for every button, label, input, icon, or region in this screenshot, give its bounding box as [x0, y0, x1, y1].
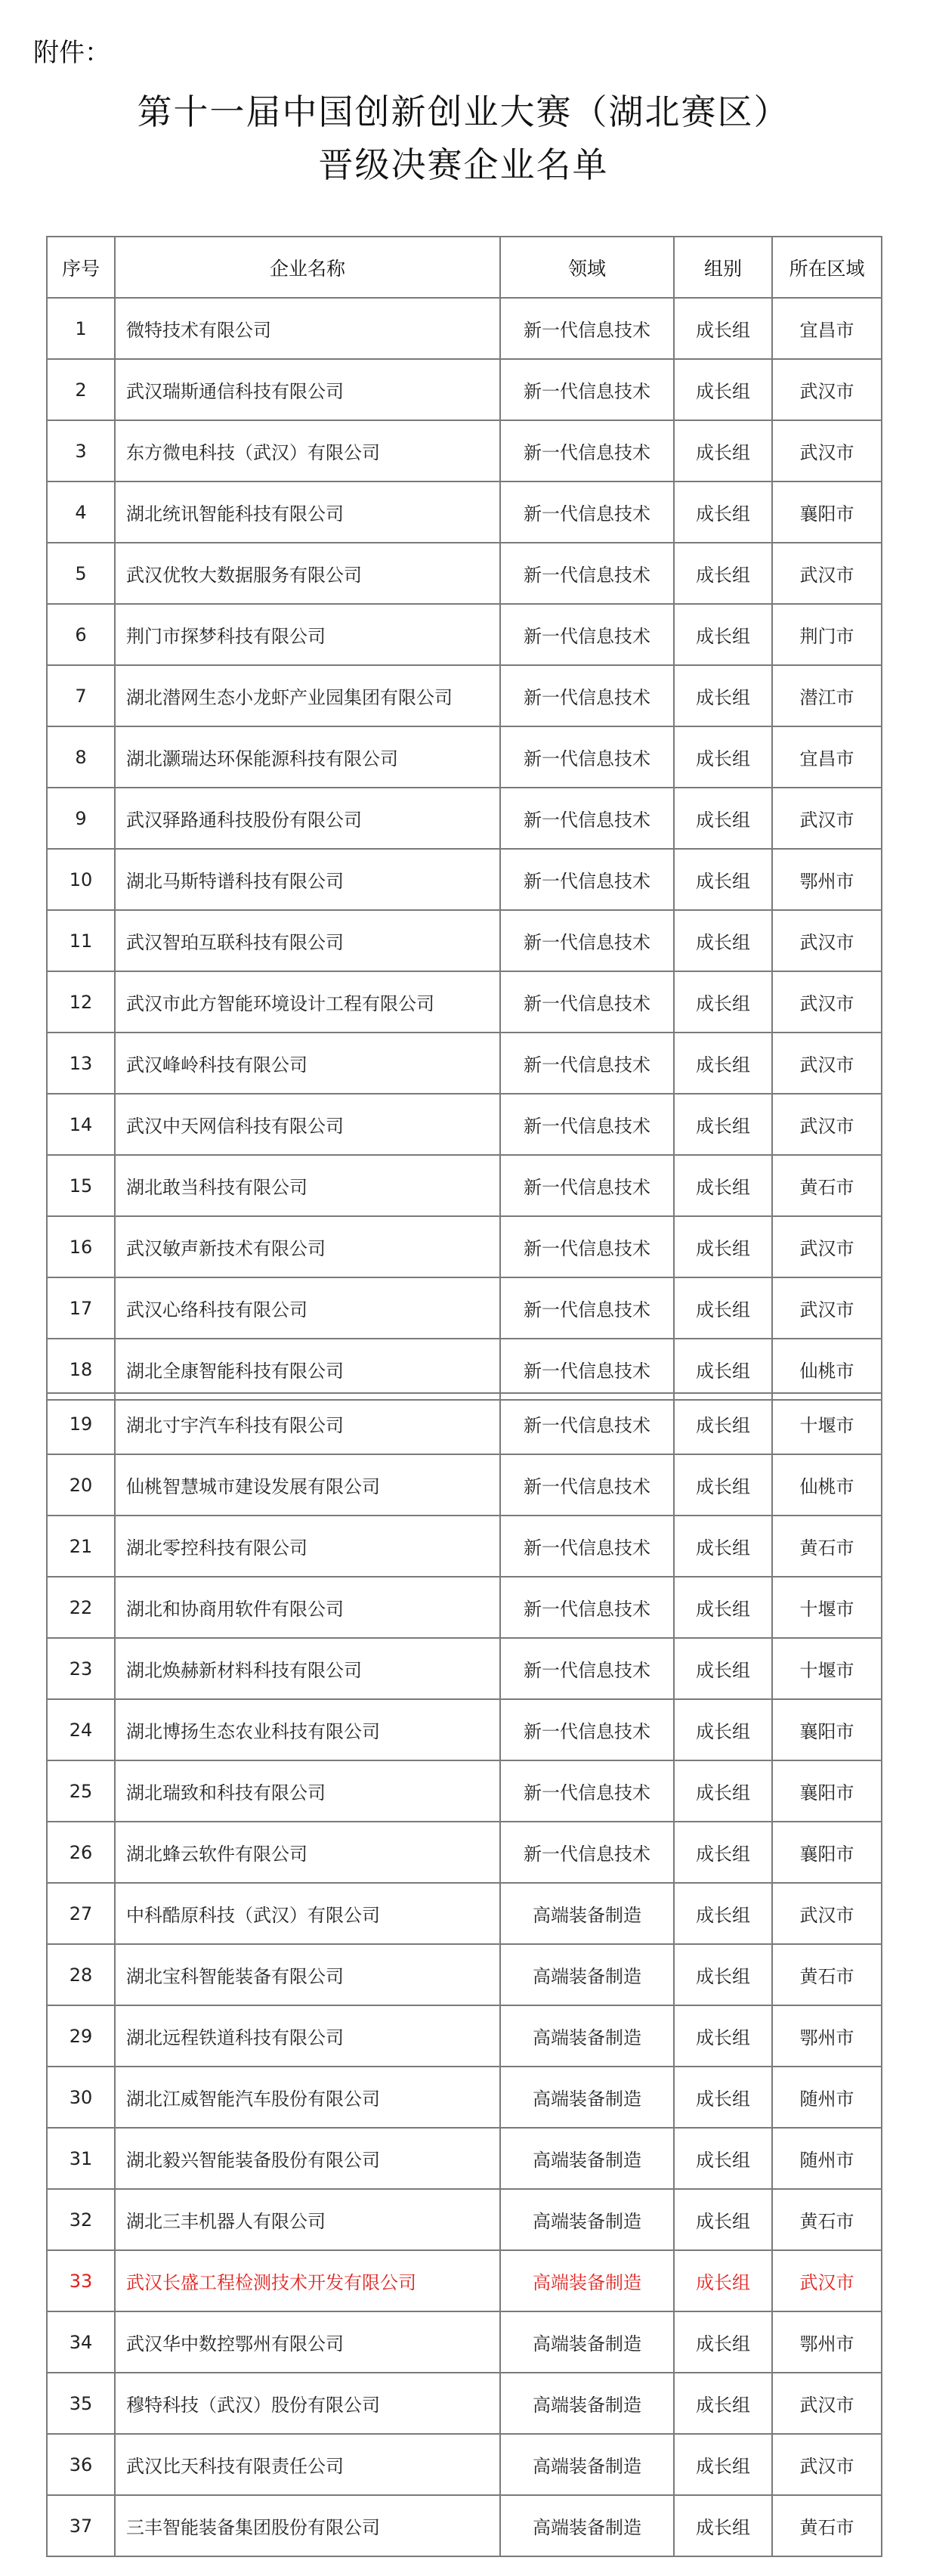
cell-region: 黄石市 [772, 2189, 882, 2250]
table-row [47, 1155, 882, 1216]
table-row [47, 2189, 882, 2250]
cell-field: 高端装备制造 [500, 2128, 674, 2189]
table-row [47, 420, 882, 481]
cell-company-name: 湖北寸宇汽车科技有限公司 [115, 1393, 500, 1454]
cell-field: 高端装备制造 [500, 1883, 674, 1944]
cell-group: 成长组 [674, 420, 772, 481]
cell-index: 36 [47, 2434, 115, 2495]
cell-group: 成长组 [674, 1516, 772, 1577]
table-row [47, 1577, 882, 1638]
cell-field: 新一代信息技术 [500, 1516, 674, 1577]
cell-region: 武汉市 [772, 1277, 882, 1339]
cell-region: 十堰市 [772, 1577, 882, 1638]
cell-index: 28 [47, 1944, 115, 2005]
cell-field: 新一代信息技术 [500, 726, 674, 788]
cell-region: 黄石市 [772, 1516, 882, 1577]
cell-index: 30 [47, 2067, 115, 2128]
cell-company-name: 湖北马斯特谱科技有限公司 [115, 849, 500, 910]
cell-field: 高端装备制造 [500, 1944, 674, 2005]
cell-company-name: 湖北统讯智能科技有限公司 [115, 481, 500, 543]
cell-group: 成长组 [674, 2434, 772, 2495]
cell-group: 成长组 [674, 665, 772, 726]
cell-region: 武汉市 [772, 971, 882, 1033]
cell-company-name: 湖北灏瑞达环保能源科技有限公司 [115, 726, 500, 788]
cell-field: 高端装备制造 [500, 2495, 674, 2556]
cell-field: 新一代信息技术 [500, 1216, 674, 1277]
table-row [47, 1339, 882, 1400]
col-header-index: 序号 [47, 237, 115, 298]
cell-group: 成长组 [674, 1155, 772, 1216]
cell-field: 新一代信息技术 [500, 1393, 674, 1454]
table-row [47, 1516, 882, 1577]
cell-company-name: 荆门市探梦科技有限公司 [115, 604, 500, 665]
cell-company-name: 武汉市此方智能环境设计工程有限公司 [115, 971, 500, 1033]
cell-group: 成长组 [674, 604, 772, 665]
cell-region: 宜昌市 [772, 726, 882, 788]
cell-company-name: 武汉中天网信科技有限公司 [115, 1094, 500, 1155]
cell-group: 成长组 [674, 849, 772, 910]
cell-region: 武汉市 [772, 420, 882, 481]
cell-company-name: 武汉比天科技有限责任公司 [115, 2434, 500, 2495]
cell-company-name: 武汉驿路通科技股份有限公司 [115, 788, 500, 849]
table-row [47, 1033, 882, 1094]
cell-group: 成长组 [674, 1393, 772, 1454]
company-table-page1 [46, 236, 882, 1401]
cell-region: 鄂州市 [772, 2005, 882, 2067]
cell-group: 成长组 [674, 1454, 772, 1516]
cell-group: 成长组 [674, 2005, 772, 2067]
table-row [47, 1454, 882, 1516]
cell-field: 新一代信息技术 [500, 849, 674, 910]
cell-region: 武汉市 [772, 1033, 882, 1094]
cell-region: 宜昌市 [772, 298, 882, 359]
table-row [47, 910, 882, 971]
cell-field: 新一代信息技术 [500, 359, 674, 420]
cell-index: 17 [47, 1277, 115, 1339]
cell-group: 成长组 [674, 2495, 772, 2556]
cell-company-name: 湖北焕赫新材料科技有限公司 [115, 1638, 500, 1699]
cell-region: 武汉市 [772, 1216, 882, 1277]
cell-index: 27 [47, 1883, 115, 1944]
cell-index: 11 [47, 910, 115, 971]
cell-region: 武汉市 [772, 2250, 882, 2311]
table-row [47, 2005, 882, 2067]
cell-field: 高端装备制造 [500, 2373, 674, 2434]
cell-field: 高端装备制造 [500, 2189, 674, 2250]
table-row [47, 604, 882, 665]
cell-group: 成长组 [674, 1033, 772, 1094]
cell-company-name: 武汉华中数控鄂州有限公司 [115, 2311, 500, 2373]
cell-company-name: 湖北零控科技有限公司 [115, 1516, 500, 1577]
page-title: 第十一届中国创新创业大赛（湖北赛区） [137, 91, 790, 132]
cell-index: 10 [47, 849, 115, 910]
cell-group: 成长组 [674, 1699, 772, 1760]
cell-region: 襄阳市 [772, 1699, 882, 1760]
cell-index: 16 [47, 1216, 115, 1277]
cell-group: 成长组 [674, 2311, 772, 2373]
cell-field: 新一代信息技术 [500, 1760, 674, 1822]
cell-company-name: 湖北敢当科技有限公司 [115, 1155, 500, 1216]
cell-field: 新一代信息技术 [500, 1155, 674, 1216]
cell-field: 新一代信息技术 [500, 298, 674, 359]
cell-field: 新一代信息技术 [500, 665, 674, 726]
cell-index: 37 [47, 2495, 115, 2556]
cell-index: 26 [47, 1822, 115, 1883]
cell-group: 成长组 [674, 1577, 772, 1638]
cell-group: 成长组 [674, 1760, 772, 1822]
cell-company-name: 武汉敏声新技术有限公司 [115, 1216, 500, 1277]
cell-group: 成长组 [674, 2128, 772, 2189]
cell-group: 成长组 [674, 1944, 772, 2005]
table-row [47, 665, 882, 726]
table-row [47, 2373, 882, 2434]
cell-group: 成长组 [674, 971, 772, 1033]
cell-index: 15 [47, 1155, 115, 1216]
cell-field: 新一代信息技术 [500, 1454, 674, 1516]
attachment-label: 附件： [33, 38, 110, 68]
cell-region: 黄石市 [772, 2495, 882, 2556]
cell-index: 12 [47, 971, 115, 1033]
cell-index: 31 [47, 2128, 115, 2189]
cell-group: 成长组 [674, 1277, 772, 1339]
table-row [47, 2067, 882, 2128]
cell-field: 新一代信息技术 [500, 788, 674, 849]
cell-region: 武汉市 [772, 2434, 882, 2495]
table-row [47, 2495, 882, 2556]
table-row [47, 298, 882, 359]
cell-company-name: 仙桃智慧城市建设发展有限公司 [115, 1454, 500, 1516]
cell-company-name: 湖北蜂云软件有限公司 [115, 1822, 500, 1883]
cell-field: 高端装备制造 [500, 2434, 674, 2495]
cell-field: 新一代信息技术 [500, 420, 674, 481]
cell-company-name: 湖北和协商用软件有限公司 [115, 1577, 500, 1638]
cell-group: 成长组 [674, 1094, 772, 1155]
cell-group: 成长组 [674, 1883, 772, 1944]
table-row [47, 1822, 882, 1883]
table-row [47, 971, 882, 1033]
cell-region: 鄂州市 [772, 849, 882, 910]
table-row [47, 543, 882, 604]
col-header-group: 组别 [674, 237, 772, 298]
cell-company-name: 湖北三丰机器人有限公司 [115, 2189, 500, 2250]
cell-group: 成长组 [674, 2067, 772, 2128]
cell-group: 成长组 [674, 2373, 772, 2434]
cell-region: 武汉市 [772, 543, 882, 604]
cell-region: 武汉市 [772, 910, 882, 971]
company-table-page2 [46, 1392, 882, 2557]
cell-field: 高端装备制造 [500, 2250, 674, 2311]
cell-group: 成长组 [674, 788, 772, 849]
cell-region: 十堰市 [772, 1638, 882, 1699]
table-row [47, 788, 882, 849]
cell-index: 4 [47, 481, 115, 543]
cell-region: 仙桃市 [772, 1339, 882, 1400]
cell-group: 成长组 [674, 543, 772, 604]
cell-region: 仙桃市 [772, 1454, 882, 1516]
cell-index: 9 [47, 788, 115, 849]
cell-company-name: 武汉瑞斯通信科技有限公司 [115, 359, 500, 420]
cell-region: 黄石市 [772, 1155, 882, 1216]
page-subtitle: 晋级决赛企业名单 [318, 144, 609, 185]
cell-index: 5 [47, 543, 115, 604]
cell-field: 新一代信息技术 [500, 1277, 674, 1339]
table-row [47, 1760, 882, 1822]
cell-group: 成长组 [674, 726, 772, 788]
cell-index: 3 [47, 420, 115, 481]
cell-index: 1 [47, 298, 115, 359]
cell-group: 成长组 [674, 359, 772, 420]
cell-index: 8 [47, 726, 115, 788]
cell-index: 6 [47, 604, 115, 665]
cell-field: 新一代信息技术 [500, 971, 674, 1033]
cell-index: 13 [47, 1033, 115, 1094]
cell-group: 成长组 [674, 298, 772, 359]
cell-index: 20 [47, 1454, 115, 1516]
cell-region: 武汉市 [772, 788, 882, 849]
cell-company-name: 武汉心络科技有限公司 [115, 1277, 500, 1339]
cell-region: 武汉市 [772, 359, 882, 420]
cell-region: 潜江市 [772, 665, 882, 726]
col-header-field: 领域 [500, 237, 674, 298]
cell-company-name: 湖北全康智能科技有限公司 [115, 1339, 500, 1400]
cell-index: 14 [47, 1094, 115, 1155]
cell-company-name: 湖北潜网生态小龙虾产业园集团有限公司 [115, 665, 500, 726]
col-header-company: 企业名称 [115, 237, 500, 298]
cell-company-name: 武汉长盛工程检测技术开发有限公司 [115, 2250, 500, 2311]
cell-field: 新一代信息技术 [500, 1577, 674, 1638]
cell-region: 襄阳市 [772, 1760, 882, 1822]
cell-group: 成长组 [674, 1638, 772, 1699]
cell-field: 新一代信息技术 [500, 1033, 674, 1094]
cell-index: 18 [47, 1339, 115, 1400]
cell-company-name: 湖北瑞致和科技有限公司 [115, 1760, 500, 1822]
cell-field: 高端装备制造 [500, 2311, 674, 2373]
cell-index: 32 [47, 2189, 115, 2250]
cell-field: 新一代信息技术 [500, 1339, 674, 1400]
table-row [47, 359, 882, 420]
cell-index: 35 [47, 2373, 115, 2434]
table-row [47, 726, 882, 788]
cell-company-name: 中科酷原科技（武汉）有限公司 [115, 1883, 500, 1944]
table-row [47, 481, 882, 543]
cell-company-name: 湖北江威智能汽车股份有限公司 [115, 2067, 500, 2128]
cell-company-name: 穆特科技（武汉）股份有限公司 [115, 2373, 500, 2434]
cell-region: 荆门市 [772, 604, 882, 665]
table-row [47, 849, 882, 910]
cell-field: 新一代信息技术 [500, 1822, 674, 1883]
cell-field: 新一代信息技术 [500, 481, 674, 543]
cell-group: 成长组 [674, 1822, 772, 1883]
cell-field: 新一代信息技术 [500, 604, 674, 665]
cell-company-name: 三丰智能装备集团股份有限公司 [115, 2495, 500, 2556]
cell-region: 鄂州市 [772, 2311, 882, 2373]
cell-region: 随州市 [772, 2067, 882, 2128]
cell-region: 十堰市 [772, 1393, 882, 1454]
cell-field: 新一代信息技术 [500, 1699, 674, 1760]
cell-company-name: 微特技术有限公司 [115, 298, 500, 359]
table-row [47, 1393, 882, 1454]
cell-group: 成长组 [674, 910, 772, 971]
cell-region: 随州市 [772, 2128, 882, 2189]
cell-region: 武汉市 [772, 1094, 882, 1155]
cell-company-name: 武汉优牧大数据服务有限公司 [115, 543, 500, 604]
table-row [47, 2128, 882, 2189]
col-header-region: 所在区域 [772, 237, 882, 298]
cell-field: 新一代信息技术 [500, 1638, 674, 1699]
table-row [47, 1094, 882, 1155]
cell-company-name: 湖北宝科智能装备有限公司 [115, 1944, 500, 2005]
cell-index: 7 [47, 665, 115, 726]
cell-field: 新一代信息技术 [500, 543, 674, 604]
cell-index: 21 [47, 1516, 115, 1577]
cell-group: 成长组 [674, 2189, 772, 2250]
cell-region: 武汉市 [772, 1883, 882, 1944]
table-row [47, 2250, 882, 2311]
cell-group: 成长组 [674, 1216, 772, 1277]
cell-region: 襄阳市 [772, 1822, 882, 1883]
cell-group: 成长组 [674, 481, 772, 543]
cell-region: 黄石市 [772, 1944, 882, 2005]
cell-field: 高端装备制造 [500, 2067, 674, 2128]
table-row [47, 2434, 882, 2495]
cell-company-name: 湖北博扬生态农业科技有限公司 [115, 1699, 500, 1760]
cell-field: 新一代信息技术 [500, 1094, 674, 1155]
table-row [47, 1277, 882, 1339]
cell-company-name: 湖北远程铁道科技有限公司 [115, 2005, 500, 2067]
cell-index: 33 [47, 2250, 115, 2311]
cell-index: 2 [47, 359, 115, 420]
cell-company-name: 湖北毅兴智能装备股份有限公司 [115, 2128, 500, 2189]
cell-company-name: 东方微电科技（武汉）有限公司 [115, 420, 500, 481]
table-header-row [47, 237, 882, 298]
table-row [47, 1944, 882, 2005]
cell-index: 24 [47, 1699, 115, 1760]
cell-region: 武汉市 [772, 2373, 882, 2434]
cell-company-name: 武汉智珀互联科技有限公司 [115, 910, 500, 971]
table-row [47, 1216, 882, 1277]
cell-region: 襄阳市 [772, 481, 882, 543]
table-row [47, 1699, 882, 1760]
cell-index: 25 [47, 1760, 115, 1822]
cell-field: 高端装备制造 [500, 2005, 674, 2067]
table-row [47, 2311, 882, 2373]
cell-index: 29 [47, 2005, 115, 2067]
cell-field: 新一代信息技术 [500, 910, 674, 971]
cell-index: 34 [47, 2311, 115, 2373]
table-row [47, 1638, 882, 1699]
cell-company-name: 武汉峰岭科技有限公司 [115, 1033, 500, 1094]
cell-group: 成长组 [674, 2250, 772, 2311]
cell-index: 19 [47, 1393, 115, 1454]
cell-index: 23 [47, 1638, 115, 1699]
table-row [47, 1883, 882, 1944]
cell-group: 成长组 [674, 1339, 772, 1400]
cell-index: 22 [47, 1577, 115, 1638]
